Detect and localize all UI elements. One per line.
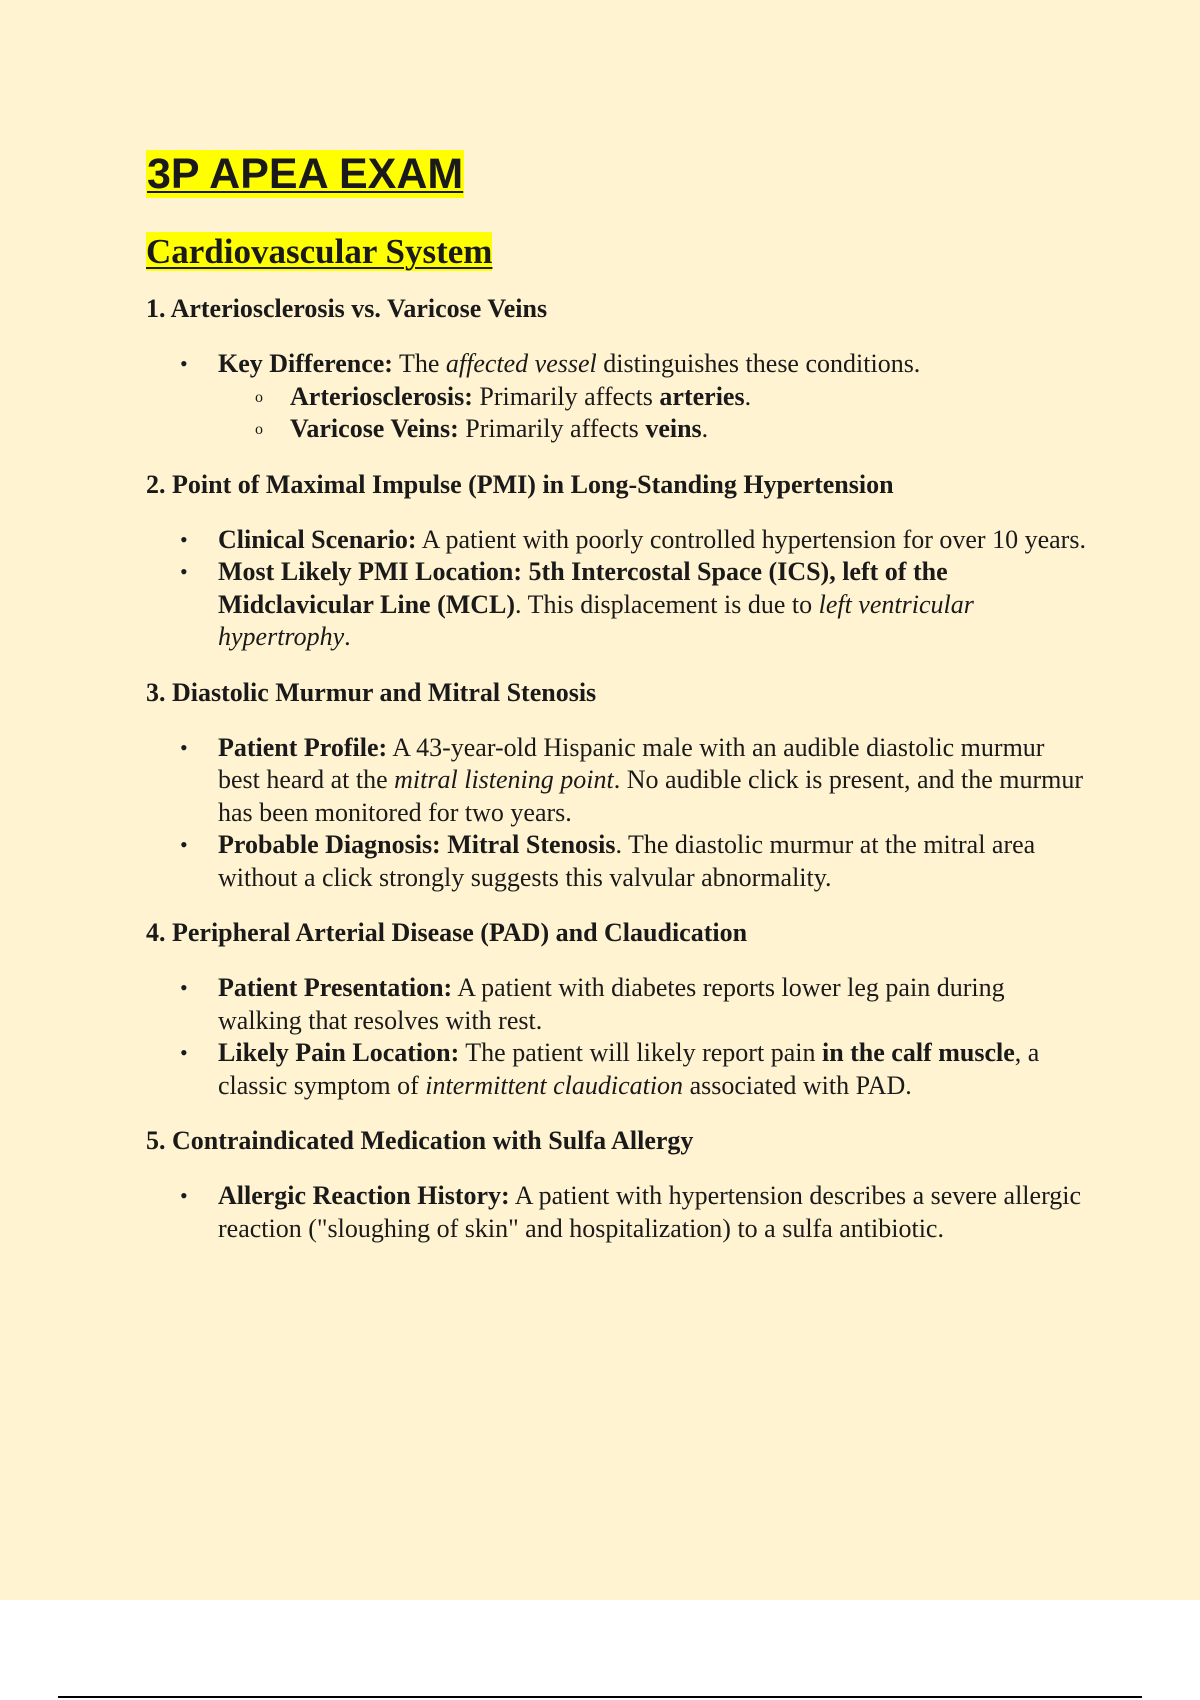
document-content xyxy=(146,148,1086,1245)
question-4-list xyxy=(146,972,1086,1102)
sub-list-item: o Arteriosclerosis: Primarily affects arteries. xyxy=(146,381,1086,414)
question-5-list xyxy=(146,1180,1086,1245)
document-title: 3P APEA EXAM xyxy=(147,150,464,198)
question-3-heading: 3. Diastolic Murmur and Mitral Stenosis xyxy=(146,677,597,707)
list-item: • Likely Pain Location: The patient will likely report pain in the calf muscle, a classic symptom of intermittent claudication associated with PAD. xyxy=(146,1037,1086,1102)
list-item: • Key Difference: The affected vessel distinguishes these conditions. o Arteriosclerosis: Primarily affects arteries. o Varicose Veins: Primarily affects veins. xyxy=(146,348,1086,446)
question-2-heading: 2. Point of Maximal Impulse (PMI) in Long-Standing Hypertension xyxy=(146,469,894,499)
list-item: • Patient Profile: A 43-year-old Hispanic male with an audible diastolic murmur best heard at the mitral listening point. No audible click is present, and the murmur has been monitored for two years. xyxy=(146,732,1086,830)
question-2-list xyxy=(146,524,1086,654)
section-heading: Cardiovascular System xyxy=(146,232,493,271)
list-item: • Probable Diagnosis: Mitral Stenosis. The diastolic murmur at the mitral area without a click strongly suggests this valvular abnormality. xyxy=(146,829,1086,894)
question-3-list xyxy=(146,732,1086,895)
list-item: • Clinical Scenario: A patient with poorly controlled hypertension for over 10 years. xyxy=(146,524,1086,557)
page-divider xyxy=(58,1696,1142,1698)
sub-list xyxy=(218,381,1086,446)
list-item: • Most Likely PMI Location: 5th Intercostal Space (ICS), left of the Midclavicular Line (MCL). This displacement is due to left ventricular hypertrophy. xyxy=(146,556,1086,654)
question-1-list xyxy=(146,348,1086,446)
list-item: • Allergic Reaction History: A patient with hypertension describes a severe allergic reaction ("sloughing of skin" and hospitalization) to a sulfa antibiotic. xyxy=(146,1180,1086,1245)
question-5-heading: 5. Contraindicated Medication with Sulfa Allergy xyxy=(146,1126,694,1155)
sub-list-item: o Varicose Veins: Primarily affects veins. xyxy=(146,413,1086,446)
question-1-heading: 1. Arteriosclerosis vs. Varicose Veins xyxy=(146,294,548,323)
question-4-heading: 4. Peripheral Arterial Disease (PAD) and Claudication xyxy=(146,918,748,947)
list-item: • Patient Presentation: A patient with diabetes reports lower leg pain during walking that resolves with rest. xyxy=(146,972,1086,1037)
